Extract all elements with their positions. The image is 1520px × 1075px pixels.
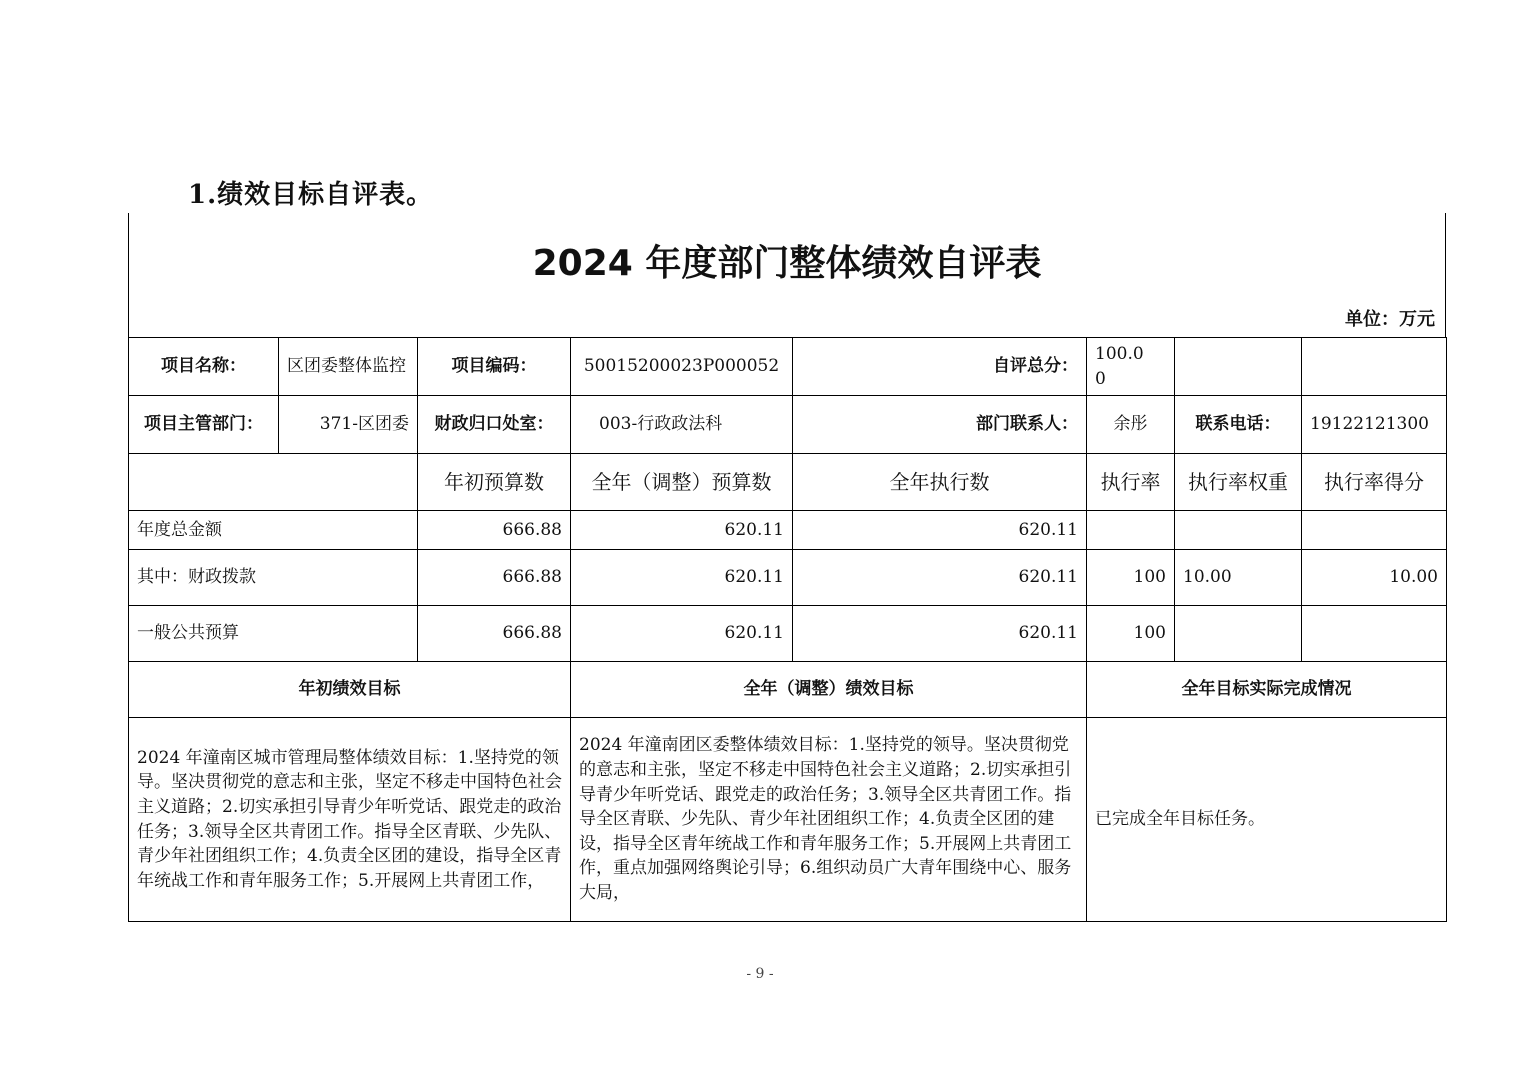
column-header: 执行率: [1087, 454, 1175, 511]
rate-score: [1302, 511, 1447, 550]
phone-label: 联系电话：: [1175, 396, 1302, 454]
executed-amount: 620.11: [793, 606, 1087, 662]
score-label: 自评总分：: [793, 338, 1087, 396]
adjusted-goals-header: 全年（调整）绩效目标: [571, 662, 1087, 718]
initial-goals-header: 年初绩效目标: [129, 662, 571, 718]
unit-label: 单位：万元: [1345, 309, 1435, 330]
table-frame: [128, 213, 1446, 337]
project-code-label: 项目编码：: [418, 338, 571, 396]
rate-score: 10.00: [1302, 550, 1447, 606]
page-number: - 9 -: [746, 966, 774, 982]
column-header: 全年执行数: [793, 454, 1087, 511]
actual-completion-text: 已完成全年目标任务。: [1087, 718, 1447, 922]
goals-header-row: [129, 662, 1447, 718]
project-code-value: 50015200023P000052: [571, 338, 793, 396]
adjusted-budget: 620.11: [571, 606, 793, 662]
empty-cell: [1175, 338, 1302, 396]
initial-goals-text: 2024 年潼南区城市管理局整体绩效目标：1.坚持党的领导。坚决贯彻党的意志和主张，坚定不移走中国特色社会主义道路；2.切实承担引导青少年听党话、跟党走的政治任务；3.领导全区共青团工作。指导全区青联、少先队、青少年社团组织工作；4.负责全区团的建设，指导全区青年统战工作和青年服务工作；5.开展网上共青团工作，: [129, 718, 571, 922]
executed-amount: 620.11: [793, 550, 1087, 606]
adjusted-budget: 620.11: [571, 550, 793, 606]
budget-header-row: [129, 454, 1447, 511]
finance-label: 财政归口处室：: [418, 396, 571, 454]
project-name-label: 项目名称：: [129, 338, 279, 396]
empty-cell: [1302, 338, 1447, 396]
column-header: 执行率得分: [1302, 454, 1447, 511]
project-name-value: 区团委整体监控: [279, 338, 418, 396]
table-row: [129, 550, 1447, 606]
column-header: 执行率权重: [1175, 454, 1302, 511]
rate-weight: [1175, 511, 1302, 550]
finance-value: 003-行政政法科: [571, 396, 793, 454]
row-label: 一般公共预算: [129, 606, 418, 662]
evaluation-table: [128, 337, 1447, 922]
execution-rate: [1087, 511, 1175, 550]
adjusted-budget: 620.11: [571, 511, 793, 550]
executed-amount: 620.11: [793, 511, 1087, 550]
section-heading: 1.绩效目标自评表。: [188, 180, 434, 210]
contact-value: 余彤: [1087, 396, 1175, 454]
row-label: 年度总金额: [129, 511, 418, 550]
empty-cell: [129, 454, 418, 511]
dept-label: 项目主管部门：: [129, 396, 279, 454]
column-header: 全年（调整）预算数: [571, 454, 793, 511]
page-title: 2024 年度部门整体绩效自评表: [532, 243, 1042, 284]
execution-rate: 100: [1087, 606, 1175, 662]
info-row: [129, 338, 1447, 396]
column-header: 年初预算数: [418, 454, 571, 511]
initial-budget: 666.88: [418, 511, 571, 550]
rate-weight: [1175, 606, 1302, 662]
row-label: 其中：财政拨款: [129, 550, 418, 606]
score-value: 100.00: [1087, 338, 1175, 396]
phone-value: 19122121300: [1302, 396, 1447, 454]
adjusted-goals-text: 2024 年潼南团区委整体绩效目标：1.坚持党的领导。坚决贯彻党的意志和主张，坚定不移走中国特色社会主义道路；2.切实承担引导青少年听党话、跟党走的政治任务；3.领导全区共青团工作。指导全区青联、少先队、青少年社团组织工作；4.负责全区团的建设，指导全区青年统战工作和青年服务工作；5.开展网上共青团工作，重点加强网络舆论引导；6.组织动员广大青年围绕中心、服务大局，: [571, 718, 1087, 922]
actual-completion-header: 全年目标实际完成情况: [1087, 662, 1447, 718]
contact-label: 部门联系人：: [793, 396, 1087, 454]
rate-score: [1302, 606, 1447, 662]
goals-row: [129, 718, 1447, 922]
table-row: [129, 606, 1447, 662]
initial-budget: 666.88: [418, 550, 571, 606]
dept-value: 371-区团委: [279, 396, 418, 454]
info-row: [129, 396, 1447, 454]
execution-rate: 100: [1087, 550, 1175, 606]
initial-budget: 666.88: [418, 606, 571, 662]
rate-weight: 10.00: [1175, 550, 1302, 606]
table-row: [129, 511, 1447, 550]
